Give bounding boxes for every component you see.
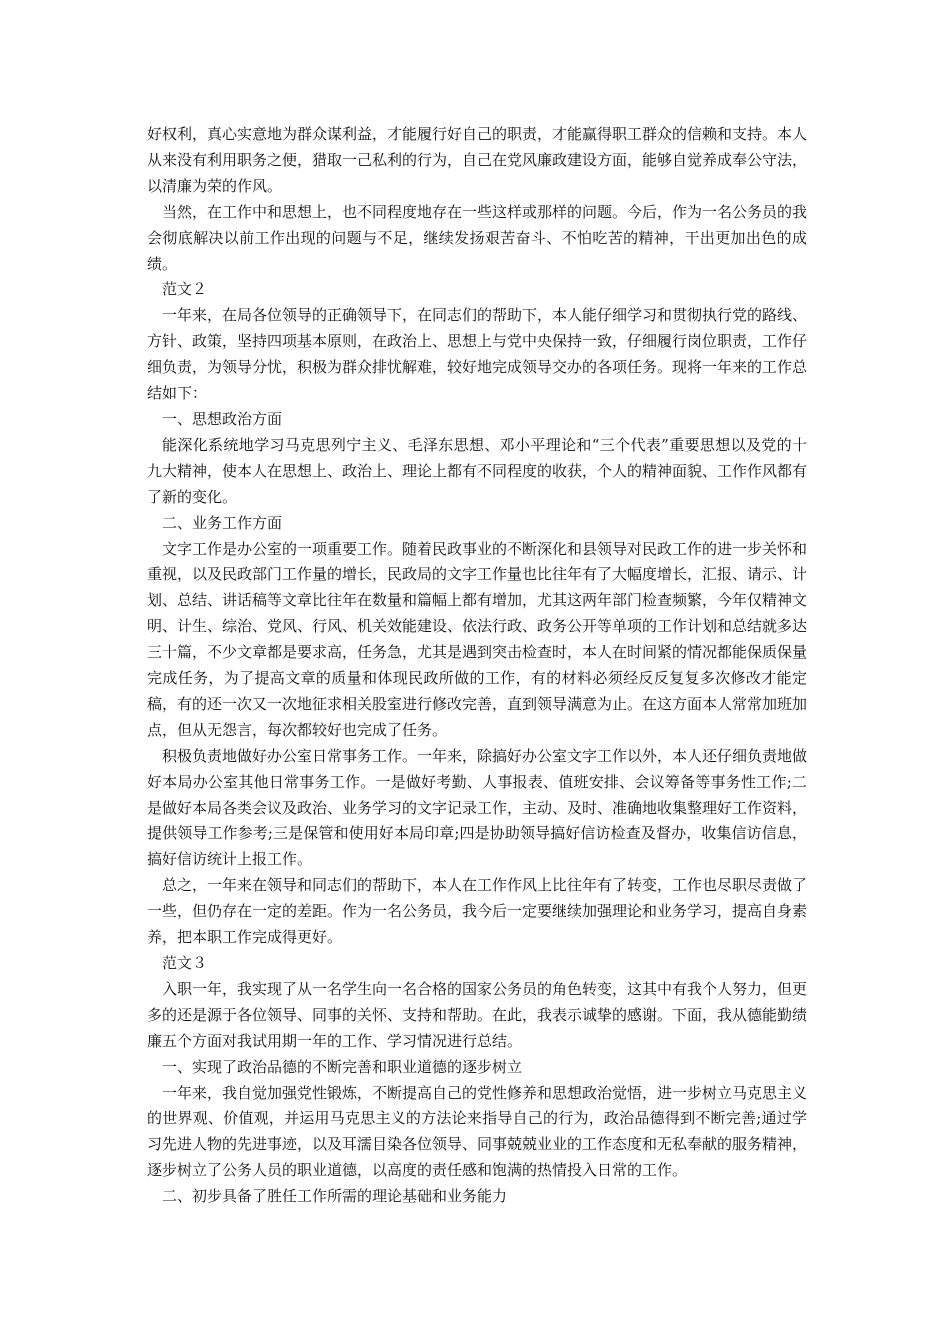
- paragraph-daily-affairs: 积极负责地做好办公室日常事务工作。一年来，除搞好办公室文字工作以外，本人还仔细负责地做好本局办公室其他日常事务工作。一是做好考勤、人事报表、值班安排、会议筹备等事务性工作;二是做好本局各类会议及政治、业务学习的文字记录工作，主动、及时、准确地收集整理好工作资料，提供领导工作参考;三是保管和使用好本局印章;四是协助领导搞好信访检查及督办，收集信访信息，搞好信访统计上报工作。: [147, 746, 808, 869]
- subheading-political-morality: 一、实现了政治品德的不断完善和职业道德的逐步树立: [162, 1057, 523, 1076]
- subheading-business-work: 二、业务工作方面: [162, 513, 283, 532]
- paragraph-writing-work: 文字工作是办公室的一项重要工作。随着民政事业的不断深化和县领导对民政工作的进一步关怀和重视，以及民政部门工作量的增长，民政局的文字工作量也比往年有了大幅度增长，汇报、请示、计划、总结、讲话稿等文章比往年在数量和篇幅上都有增加，尤其这两年部门检查频繁，今年仅精神文明、计生、综治、党风、行风、机关效能建设、依法行政、政务公开等单项的工作计划和总结就多达三十篇，不少文章都是要求高，任务急，尤其是遇到突击检查时，本人在时间紧的情况都能保质保量完成任务，为了提高文章的质量和体现民政所做的工作，有的材料必须经反反复复多次修改才能定稿，有的还一次又一次地征求相关股室进行修改完善，直到领导满意为止。在这方面本人常常加班加点，但从无怨言，每次都较好也完成了任务。: [147, 539, 808, 739]
- subheading-political-thought: 一、思想政治方面: [162, 409, 283, 428]
- paragraph-political-thought: 能深化系统地学习马克思列宁主义、毛泽东思想、邓小平理论和“三个代表”重要思想以及党的十九大精神，使本人在思想上、政治上、理论上都有不同程度的收获，个人的精神面貌、工作作风都有了新的变化。: [147, 435, 808, 506]
- section-heading-sample-2: 范文２: [162, 280, 208, 299]
- paragraph-summary: 总之，一年来在领导和同志们的帮助下，本人在工作作风上比往年有了转变，工作也尽职尽责做了一些，但仍存在一定的差距。作为一名公务员，我今后一定要继续加强理论和业务学习，提高自身素养，把本职工作完成得更好。: [147, 876, 808, 947]
- paragraph-intro-sample-3: 入职一年，我实现了从一名学生向一名合格的国家公务员的角色转变，这其中有我个人努力，但更多的还是源于各位领导、同事的关怀、支持和帮助。在此，我表示诚挚的感谢。下面，我从德能勤绩廉五个方面对我试用期一年的工作、学习情况进行总结。: [147, 979, 808, 1050]
- document-body: [147, 122, 807, 1210]
- paragraph-integrity: 好权利，真心实意地为群众谋利益，才能履行好自己的职责，才能赢得职工群众的信赖和支持。本人从来没有利用职务之便，猎取一己私利的行为，自己在党风廉政建设方面，能够自觉养成奉公守法，以清廉为荣的作风。: [147, 125, 808, 195]
- paragraph-shortcomings: 当然，在工作中和思想上，也不同程度地存在一些这样或那样的问题。今后，作为一名公务员的我会彻底解决以前工作出现的问题与不足，继续发扬艰苦奋斗、不怕吃苦的精神，干出更加出色的成绩。: [147, 202, 808, 273]
- subheading-theory-ability: 二、初步具备了胜任工作所需的理论基础和业务能力: [162, 1187, 508, 1206]
- section-heading-sample-3: 范文３: [162, 954, 208, 972]
- paragraph-intro-sample-2: 一年来，在局各位领导的正确领导下，在同志们的帮助下，本人能仔细学习和贯彻执行党的路线、方针、政策，坚持四项基本原则，在政治上、思想上与党中央保持一致，仔细履行岗位职责，工作仔细负责，为领导分忧，积极为群众排忧解难，较好地完成领导交办的各项任务。现将一年来的工作总结如下：: [147, 306, 808, 403]
- paragraph-political-morality: 一年来，我自觉加强党性锻炼，不断提高自己的党性修养和思想政治觉悟，进一步树立马克思主义的世界观、价值观，并运用马克思主义的方法论来指导自己的行为，政治品德得到不断完善;通过学习先进人物的先进事迹，以及耳濡目染各位领导、同事兢兢业业的工作态度和无私奉献的服务精神，逐步树立了公务人员的职业道德，以高度的责任感和饱满的热情投入日常的工作。: [147, 1083, 808, 1180]
